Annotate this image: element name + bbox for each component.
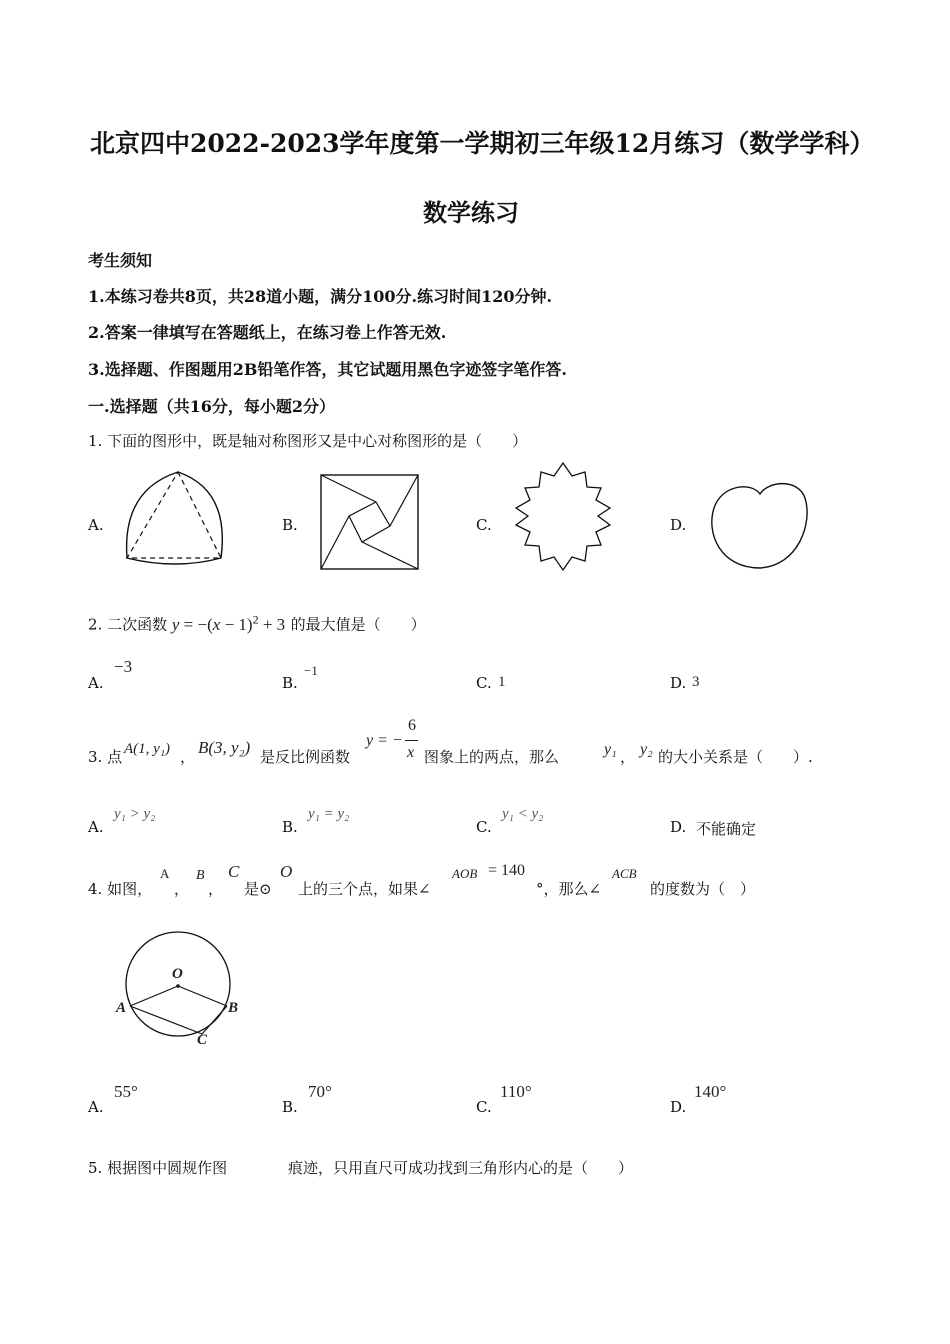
q4-point-c: C — [228, 862, 240, 881]
q4-option-a-label: A. — [88, 1098, 104, 1116]
notice-item-3: 3.选择题、作图题用2B铅笔作答，其它试题用黑色字迹签字笔作答. — [88, 360, 567, 379]
q3-option-b-value: y₁ = y₂ — [308, 806, 350, 822]
q4-tail: 的度数为（ ） — [650, 880, 756, 898]
q2-option-b-label: B. — [282, 674, 298, 692]
circle-geometry-figure — [110, 930, 250, 1052]
question-1-stem: 1. 下面的图形中，既是轴对称图形又是中心对称图形的是（ ） — [88, 432, 528, 450]
q2-option-d-value: 3 — [692, 674, 700, 690]
figure-label-o: O — [172, 966, 183, 982]
q3-comma: ， — [180, 748, 196, 766]
q3-mid-text: 是反比例函数 — [260, 748, 351, 766]
q3-after-3: 的大小关系是（ ）. — [658, 748, 813, 766]
q1-option-c-label: C. — [476, 516, 492, 534]
q2-option-b-value: −1 — [304, 663, 318, 678]
q4-comma-2: ， — [208, 880, 224, 898]
q1-option-d-label: D. — [670, 516, 687, 534]
q4-option-b-value: 70° — [308, 1082, 332, 1101]
q2-after: 的最大值是（ ） — [290, 615, 426, 634]
q1-option-a-label: A. — [88, 516, 104, 534]
page-title: 北京四中2022-2023学年度第一学期初三年级12月练习（数学学科） — [90, 129, 875, 158]
q4-is-on: 是⊙ — [244, 880, 272, 898]
figure-label-a: A — [116, 1000, 127, 1016]
q4-eq-140: = 140 — [488, 862, 526, 879]
q3-option-d-label: D. — [670, 818, 687, 836]
q4-option-c-value: 110° — [500, 1082, 532, 1101]
notice-item-1: 1.本练习卷共8页，共28道小题，满分100分.练习时间120分钟. — [88, 287, 553, 306]
q3-option-b-label: B. — [282, 818, 298, 836]
q4-deg-text: °，那么∠ — [536, 880, 602, 898]
q2-formula-eq: = −( — [179, 614, 213, 634]
q2-option-a-label: A. — [88, 674, 104, 692]
q2-formula-tail: + 3 — [258, 614, 286, 634]
q3-after-2: ， — [620, 748, 636, 766]
q4-circle-o: O — [280, 862, 293, 881]
question-2-stem — [88, 612, 426, 635]
q4-option-d-value: 140° — [694, 1082, 727, 1101]
q2-formula — [171, 612, 291, 635]
q2-option-c-label: C. — [476, 674, 492, 692]
q4-three-points: 上的三个点，如果∠ — [298, 880, 431, 898]
q3-y2: y₂ — [640, 741, 653, 758]
q4-point-b: B — [196, 868, 205, 883]
q3-point-b: B(3, y₂) — [198, 738, 251, 757]
q2-formula-x: x — [212, 614, 221, 634]
q3-option-c-value: y₁ < y₂ — [502, 806, 544, 822]
q4-option-b-label: B. — [282, 1098, 298, 1116]
figure-label-b: B — [228, 1000, 239, 1016]
q4-comma-1: ， — [174, 880, 190, 898]
q3-option-a-label: A. — [88, 818, 104, 836]
q3-func-y: y = − — [366, 732, 403, 749]
q4-option-c-label: C. — [476, 1098, 492, 1116]
figure-label-c: C — [197, 1032, 208, 1048]
q5-stem-a: 5. 根据图中圆规作图 — [88, 1159, 228, 1177]
q4-option-a-value: 55° — [114, 1082, 138, 1101]
q5-stem-b: 痕迹，只用直尺可成功找到三角形内心的是（ ） — [288, 1159, 634, 1177]
q3-number: 3. 点 — [88, 748, 123, 766]
q3-option-c-label: C. — [476, 818, 492, 836]
q4-angle-aob: AOB — [452, 866, 478, 881]
q3-option-a-value: y₁ > y₂ — [114, 806, 156, 822]
q2-option-a-value: −3 — [114, 657, 133, 676]
heart-like-figure — [708, 478, 810, 572]
q2-formula-exponent: 2 — [252, 612, 259, 626]
q3-y1: y₁ — [604, 741, 617, 758]
q3-func-denominator: x — [407, 744, 415, 761]
q2-option-c-value: 1 — [498, 674, 506, 690]
q3-func-numerator: 6 — [408, 717, 416, 734]
notice-item-2: 2.答案一律填写在答题纸上，在练习卷上作答无效. — [88, 323, 447, 342]
q2-number: 2. 二次函数 — [88, 615, 168, 634]
q3-after-1: 图象上的两点，那么 — [424, 748, 560, 766]
q4-angle-acb: ACB — [612, 866, 637, 881]
koch-snowflake-figure — [512, 460, 614, 574]
q3-option-d-value: 不能确定 — [696, 820, 757, 838]
q4-point-a: A — [160, 866, 170, 881]
q2-formula-rest: − 1) — [220, 614, 253, 634]
q3-point-a: A(1, y₁) — [124, 741, 171, 757]
q1-option-b-label: B. — [282, 516, 298, 534]
q4-option-d-label: D. — [670, 1098, 687, 1116]
notice-heading: 考生须知 — [88, 251, 153, 270]
q2-formula-y: y — [171, 614, 180, 634]
page-subtitle: 数学练习 — [423, 198, 519, 227]
pinwheel-square-figure — [320, 474, 420, 570]
reuleaux-triangle-figure — [120, 470, 230, 570]
q3-fraction-bar — [405, 740, 418, 741]
section-heading: 一.选择题（共16分，每小题2分） — [88, 397, 335, 416]
q4-number: 4. 如图， — [88, 880, 153, 898]
q2-option-d-label: D. — [670, 674, 687, 692]
